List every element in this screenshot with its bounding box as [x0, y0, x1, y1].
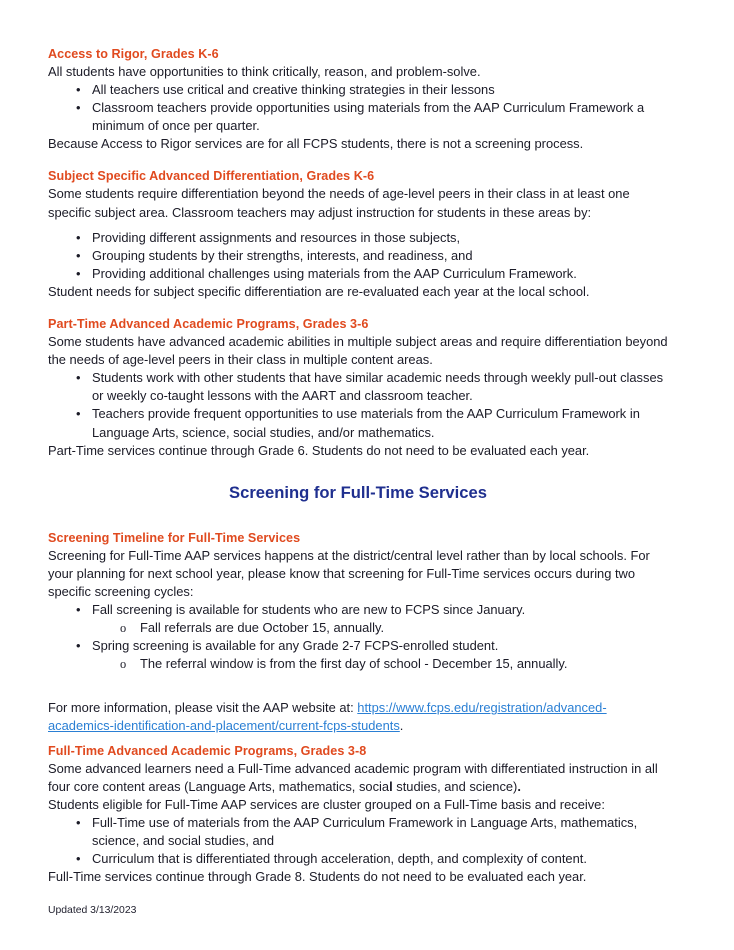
bullet-marker-icon: •	[76, 247, 81, 263]
list-item	[48, 619, 668, 637]
spacer	[48, 736, 668, 743]
footer-updated-date: Updated 3/13/2023	[48, 905, 137, 916]
bullet-marker-icon: •	[76, 265, 81, 281]
bullet-list-part-time-programs	[48, 369, 668, 441]
more-information-trailing-text: .	[399, 718, 404, 734]
list-item	[48, 655, 668, 673]
list-item-label: Fall referrals are due October 15, annually.	[140, 620, 385, 636]
spacer	[48, 673, 668, 699]
section-access-to-rigor	[48, 46, 668, 153]
list-item-label: Fall screening is available for students who are new to FCPS since January.	[92, 601, 526, 617]
list-item-label: Grouping students by their strengths, interests, and readiness, and	[92, 247, 473, 263]
section-part-time-programs	[48, 316, 668, 460]
spacer	[48, 153, 668, 168]
spacer	[48, 460, 668, 482]
page-title-screening-for-full-time-services: Screening for Full-Time Services	[229, 482, 487, 502]
list-item	[48, 637, 668, 655]
bullet-marker-icon: •	[76, 229, 81, 245]
list-item-label: Spring screening is available for any Grade 2-7 FCPS-enrolled student.	[92, 638, 499, 654]
intro-bold-letter: l	[389, 778, 393, 794]
section-intro-line2-full-time-programs: Students eligible for Full-Time AAP services are cluster grouped on a Full-Time basis and receive:	[48, 796, 605, 812]
section-closing-part-time-programs: Part-Time services continue through Grade 6. Students do not need to be evaluated each year.	[48, 442, 590, 458]
intro-text-part1: Some advanced learners need a Full-Time advanced academic program with differentiated instruction in all four core content areas (Language Arts, mathematics, socia	[48, 760, 658, 794]
spacer	[48, 504, 668, 530]
bullet-marker-icon: •	[76, 601, 81, 617]
list-item-label: The referral window is from the first day of school - December 15, annually.	[140, 656, 568, 672]
bullet-list-screening-timeline-spring	[48, 637, 668, 655]
sub-bullet-list-fall	[48, 619, 668, 637]
section-intro-subject-specific-differentiation: Some students require differentiation beyond the needs of age-level peers in their class in at least one specific subject area. Classroom teachers may adjust instruction for students in these areas by:	[48, 186, 630, 220]
spacer	[48, 222, 668, 229]
bullet-marker-icon: •	[76, 82, 81, 98]
section-heading-subject-specific-differentiation: Subject Specific Advanced Differentiation, Grades K-6	[48, 169, 375, 184]
list-item-label: Providing additional challenges using materials from the AAP Curriculum Framework.	[92, 265, 577, 281]
list-item	[48, 265, 668, 283]
intro-text-part2: studies, and science)	[392, 778, 518, 794]
section-closing-subject-specific-differentiation: Student needs for subject specific differentiation are re-evaluated each year at the local school.	[48, 283, 590, 299]
section-intro-screening-timeline: Screening for Full-Time AAP services happens at the district/central level rather than by local schools. For your planning for next school year, please know that screening for Full-Time services occurs during two specific screening cycles:	[48, 547, 650, 599]
list-item-label: Classroom teachers provide opportunities using materials from the AAP Curriculum Framework a minimum of once per quarter.	[92, 100, 645, 134]
spacer	[48, 301, 668, 316]
more-information-paragraph	[48, 699, 668, 735]
section-intro-part-time-programs: Some students have advanced academic abilities in multiple subject areas and require differentiation beyond the needs of age-level peers in their class in multiple content areas.	[48, 334, 668, 368]
list-item	[48, 99, 668, 135]
list-item	[48, 601, 668, 619]
list-item-label: All teachers use critical and creative thinking strategies in their lessons	[92, 82, 495, 98]
list-item-label: Students work with other students that have similar academic needs through weekly pull-out classes or weekly co-taught lessons with the AART and classroom teacher.	[92, 370, 664, 404]
section-closing-full-time-programs: Full-Time services continue through Grade 8. Students do not need to be evaluated each year.	[48, 869, 587, 885]
sub-bullet-list-spring	[48, 655, 668, 673]
list-item	[48, 247, 668, 265]
section-heading-access-to-rigor: Access to Rigor, Grades K-6	[48, 47, 219, 61]
list-item	[48, 850, 668, 868]
bullet-marker-icon: •	[76, 370, 81, 386]
bullet-marker-icon: •	[76, 406, 81, 422]
section-heading-full-time-programs: Full-Time Advanced Academic Programs, Grades 3-8	[48, 743, 367, 758]
list-item-label: Teachers provide frequent opportunities to use materials from the AAP Curriculum Framework in Language Arts, science, social studies, and/or mathematics.	[92, 406, 640, 440]
bullet-marker-icon: •	[76, 814, 81, 830]
list-item	[48, 369, 668, 405]
bullet-marker-icon: •	[76, 638, 81, 654]
section-intro-access-to-rigor: All students have opportunities to think critically, reason, and problem-solve.	[48, 64, 481, 79]
list-item-label: Providing different assignments and resources in those subjects,	[92, 229, 461, 245]
more-information-lead-text: For more information, please visit the AAP website at:	[48, 700, 358, 716]
section-intro-full-time-programs	[48, 760, 668, 796]
bullet-marker-icon: •	[76, 851, 81, 866]
intro-bold-period: .	[517, 778, 521, 794]
list-item-label: Curriculum that is differentiated through acceleration, depth, and complexity of content.	[92, 851, 587, 866]
list-item	[48, 405, 668, 441]
bullet-marker-icon: •	[76, 100, 81, 116]
list-item	[48, 81, 668, 99]
section-heading-part-time-programs: Part-Time Advanced Academic Programs, Grades 3-6	[48, 317, 369, 332]
section-full-time-programs	[48, 743, 668, 887]
bullet-list-screening-timeline	[48, 601, 668, 619]
list-item-label: Full-Time use of materials from the AAP Curriculum Framework in Language Arts, mathematics, science, and social studies, and	[92, 814, 638, 848]
section-closing-access-to-rigor: Because Access to Rigor services are for all FCPS students, there is not a screening process.	[48, 136, 584, 152]
bullet-list-full-time-programs	[48, 814, 668, 868]
list-item	[48, 814, 668, 850]
section-heading-screening-timeline: Screening Timeline for Full-Time Services	[48, 530, 301, 545]
bullet-list-access-to-rigor	[48, 81, 668, 135]
section-subject-specific-differentiation	[48, 168, 668, 301]
sub-bullet-marker-icon: o	[120, 621, 127, 636]
sub-bullet-marker-icon: o	[120, 657, 127, 672]
bullet-list-subject-specific-differentiation	[48, 229, 668, 283]
section-screening-timeline	[48, 530, 668, 674]
aap-website-link[interactable]: https://www.fcps.edu/registration/advanced-academics-identification-and-placement/current-fcps-students	[48, 700, 607, 734]
list-item	[48, 229, 668, 247]
